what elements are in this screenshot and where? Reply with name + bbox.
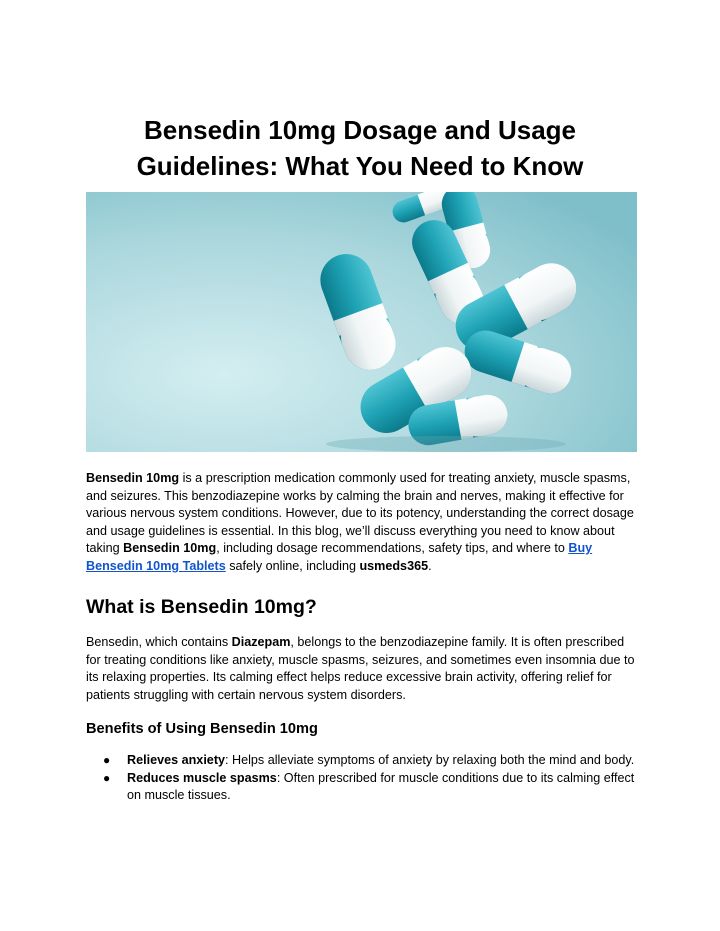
bullet-icon: ●	[103, 753, 111, 767]
benefit-text: : Helps alleviate symptoms of anxiety by relaxing both the mind and body.	[225, 753, 635, 767]
intro-paragraph	[86, 470, 636, 576]
intro-text-2: , including dosage recommendations, safety tips, and where to	[216, 541, 569, 556]
intro-bold-product-2: Bensedin 10mg	[123, 541, 217, 556]
intro-text-1: is a prescription medication commonly used for treating anxiety, muscle spasms, and seizures. This benzodiazepine works by calming the brain and nerves, making it effective for various nervous system conditions. However, due to its potency, understanding the correct dosage and usage guidelines is essential. In this blog, we’ll discuss everything you need to know about taking	[86, 471, 634, 556]
buy-tablets-link[interactable]: Buy Bensedin 10mg Tablets	[86, 541, 593, 573]
section-paragraph-what-is	[86, 634, 636, 704]
what-is-text-1: Bensedin, which contains	[86, 635, 232, 649]
bullet-icon: ●	[103, 770, 111, 785]
what-is-text-2: , belongs to the benzodiazepine family. It is often prescribed for treating conditions like anxiety, muscle spasms, seizures, and sometimes even insomnia due to its relaxing properties. Its calming effect helps reduce excessive brain activity, offering relief for patients struggling with certain nervous system disorders.	[86, 635, 635, 702]
benefits-list	[86, 752, 636, 805]
intro-text-4: .	[428, 558, 432, 573]
list-item	[86, 770, 636, 805]
list-item	[86, 752, 636, 770]
intro-bold-product: Bensedin 10mg	[86, 471, 180, 485]
benefit-title: Relieves anxiety	[127, 753, 226, 767]
benefit-text: : Often prescribed for muscle conditions due to its calming effect on muscle tissues.	[127, 770, 635, 803]
what-is-bold-ingredient: Diazepam	[231, 635, 291, 649]
section-heading-what-is: What is Bensedin 10mg?	[86, 596, 317, 618]
intro-bold-store: usmeds365	[359, 558, 429, 573]
page-title: Bensedin 10mg Dosage and Usage Guidelines: What You Need to Know	[136, 115, 584, 181]
section-heading-benefits: Benefits of Using Bensedin 10mg	[86, 721, 318, 737]
intro-text-3: safely online, including	[225, 558, 360, 573]
capsules-hero-image	[86, 192, 637, 452]
benefit-title: Reduces muscle spasms	[127, 770, 277, 785]
